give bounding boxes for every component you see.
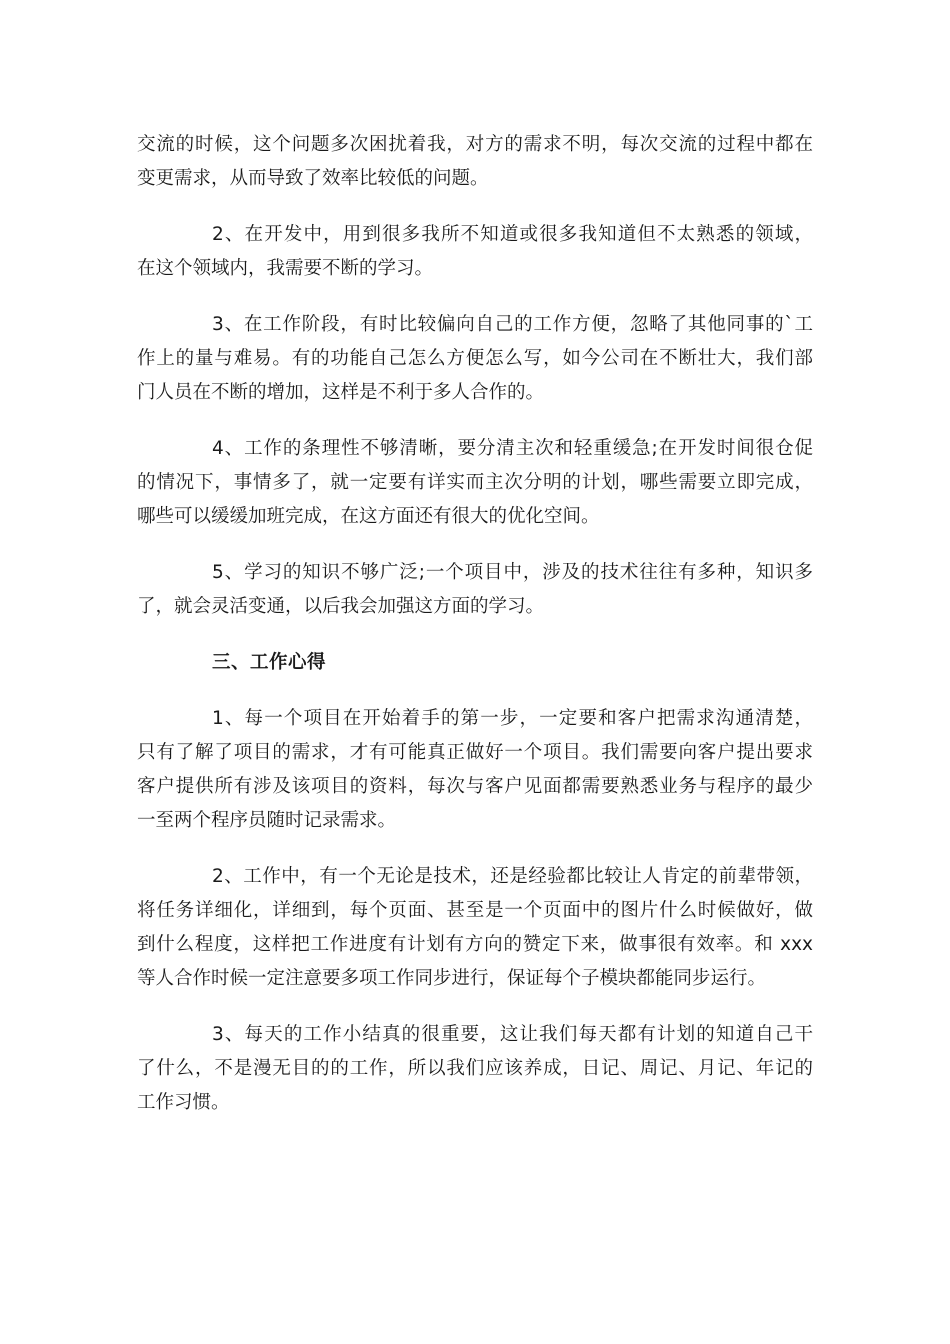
text-line: 5、学习的知识不够广泛;一个项目中，涉及的技术往往有多种，知识多 [212,562,813,583]
text-line: 变更需求，从而导致了效率比较低的问题。 [137,168,489,189]
text-line: 了，就会灵活变通，以后我会加强这方面的学习。 [137,596,545,617]
text-line: 只有了解了项目的需求，才有可能真正做好一个项目。我们需要向客户提出要求 [137,742,813,763]
text-line: 1、每一个项目在开始着手的第一步，一定要和客户把需求沟通清楚， [212,708,813,729]
text-line: 2、在开发中，用到很多我所不知道或很多我知道但不太熟悉的领域， [212,224,813,245]
text-line: 将任务详细化，详细到，每个页面、甚至是一个页面中的图片什么时候做好，做 [137,900,813,921]
text-line: 4、工作的条理性不够清晰，要分清主次和轻重缓急;在开发时间很仓促 [212,438,813,459]
section-heading: 三、工作心得 [212,652,327,673]
text-line: 交流的时候，这个问题多次困扰着我，对方的需求不明，每次交流的过程中都在 [137,134,813,155]
text-line: 3、每天的工作小结真的很重要，这让我们每天都有计划的知道自己干 [212,1024,813,1045]
text-line: 3、在工作阶段，有时比较偏向自己的工作方便，忽略了其他同事的`工 [212,314,813,335]
text-line: 了什么，不是漫无目的的工作，所以我们应该养成，日记、周记、月记、年记的 [137,1058,813,1079]
text-line: 等人合作时候一定注意要多项工作同步进行，保证每个子模块都能同步运行。 [137,968,767,989]
text-line: 客户提供所有涉及该项目的资料，每次与客户见面都需要熟悉业务与程序的最少 [137,776,813,797]
text-line: 在这个领域内，我需要不断的学习。 [137,258,434,279]
text-line: 哪些可以缓缓加班完成，在这方面还有很大的优化空间。 [137,506,600,527]
text-line: 2、工作中，有一个无论是技术，还是经验都比较让人肯定的前辈带领， [212,866,813,887]
text-line: 作上的量与难易。有的功能自己怎么方便怎么写，如今公司在不断壮大，我们部 [137,348,813,369]
paragraph-problem-continuation [137,128,813,196]
paragraph-insight-3 [137,1018,813,1120]
text-line: 门人员在不断的增加，这样是不利于多人合作的。 [137,382,545,403]
paragraph-item-3 [137,308,813,410]
paragraph-item-4 [137,432,813,534]
paragraph-insight-2 [137,860,813,996]
text-line: 工作习惯。 [137,1092,230,1113]
text-line: 到什么程度，这样把工作进度有计划有方向的赞定下来，做事很有效率。和 xxx [137,934,813,955]
paragraph-insight-1 [137,702,813,838]
text-line: 的情况下，事情多了，就一定要有详实而主次分明的计划，哪些需要立即完成， [137,472,813,493]
document-body [137,128,813,1142]
text-line: 一至两个程序员随时记录需求。 [137,810,397,831]
paragraph-item-2 [137,218,813,286]
paragraph-item-5 [137,556,813,624]
